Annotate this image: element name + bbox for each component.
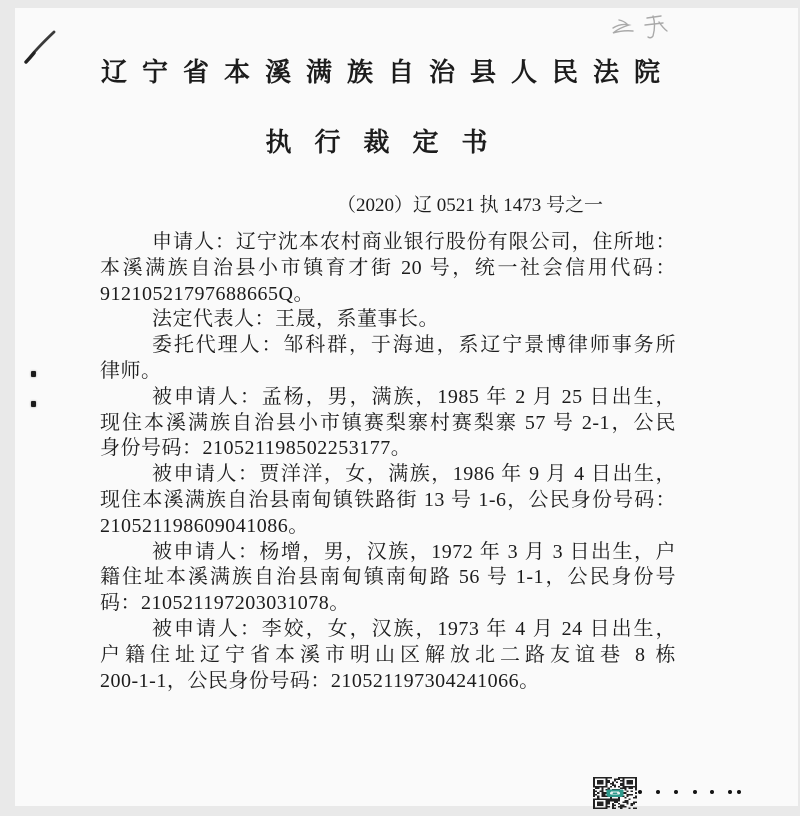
case-number: （2020）辽 0521 执 1473 号之一 [336,195,603,216]
body-line: 籍住址本溪满族自治县南甸镇南甸路 56 号 1-1，公民身份号 [100,566,676,589]
dot-mark [737,790,741,794]
dot-mark [674,790,678,794]
body-line: 210521198609041086。 [100,514,309,537]
document-content [100,8,676,694]
court-name: 辽宁省本溪满族自治县人民法院 [100,58,675,87]
body-line: 现住本溪满族自治县小市镇赛梨寨村赛梨寨 57 号 2-1，公民 [100,411,676,434]
body-line: 被申请人：杨增，男，汉族，1972 年 3 月 3 日出生，户 [152,540,676,563]
pen-slash-mark [20,18,60,64]
dot-mark [638,790,642,794]
dot-mark [656,790,660,794]
body-line: 法定代表人：王晟，系董事长。 [152,308,439,331]
body-line: 被申请人：贾洋洋，女，满族，1986 年 9 月 4 日出生， [152,463,676,486]
body-line: 被申请人：孟杨，男，满族，1985 年 2 月 25 日出生， [152,385,676,408]
body-line: 被申请人：李姣，女，汉族，1973 年 4 月 24 日出生， [152,617,676,640]
dot-mark [710,790,714,794]
document-title: 执行裁定书 [265,128,511,157]
body-line: 91210521797688665Q。 [100,282,314,305]
body-line: 律师。 [100,359,162,382]
body-line: 现住本溪满族自治县南甸镇铁路街 13 号 1-6，公民身份号码： [100,488,676,511]
body-line: 身份号码：210521198502253177。 [100,437,412,460]
dot-mark [693,790,697,794]
body-line: 户籍住址辽宁省本溪市明山区解放北二路友谊巷 8 栋 [100,643,676,666]
document-body [100,230,676,694]
body-line: 码：210521197203031078。 [100,592,350,615]
body-line: 委托代理人：邹科群，于海迪，系辽宁景博律师事务所 [152,334,676,357]
document-page [15,8,798,806]
dot-mark [728,790,732,794]
edge-mark [31,401,36,407]
edge-mark [31,371,36,377]
body-line: 本溪满族自治县小市镇育才街 20 号，统一社会信用代码： [100,256,676,279]
qr-code-icon [593,777,637,809]
body-line: 申请人：辽宁沈本农村商业银行股份有限公司，住所地： [152,231,676,253]
body-line: 200-1-1，公民身份号码：210521197304241066。 [100,669,540,692]
